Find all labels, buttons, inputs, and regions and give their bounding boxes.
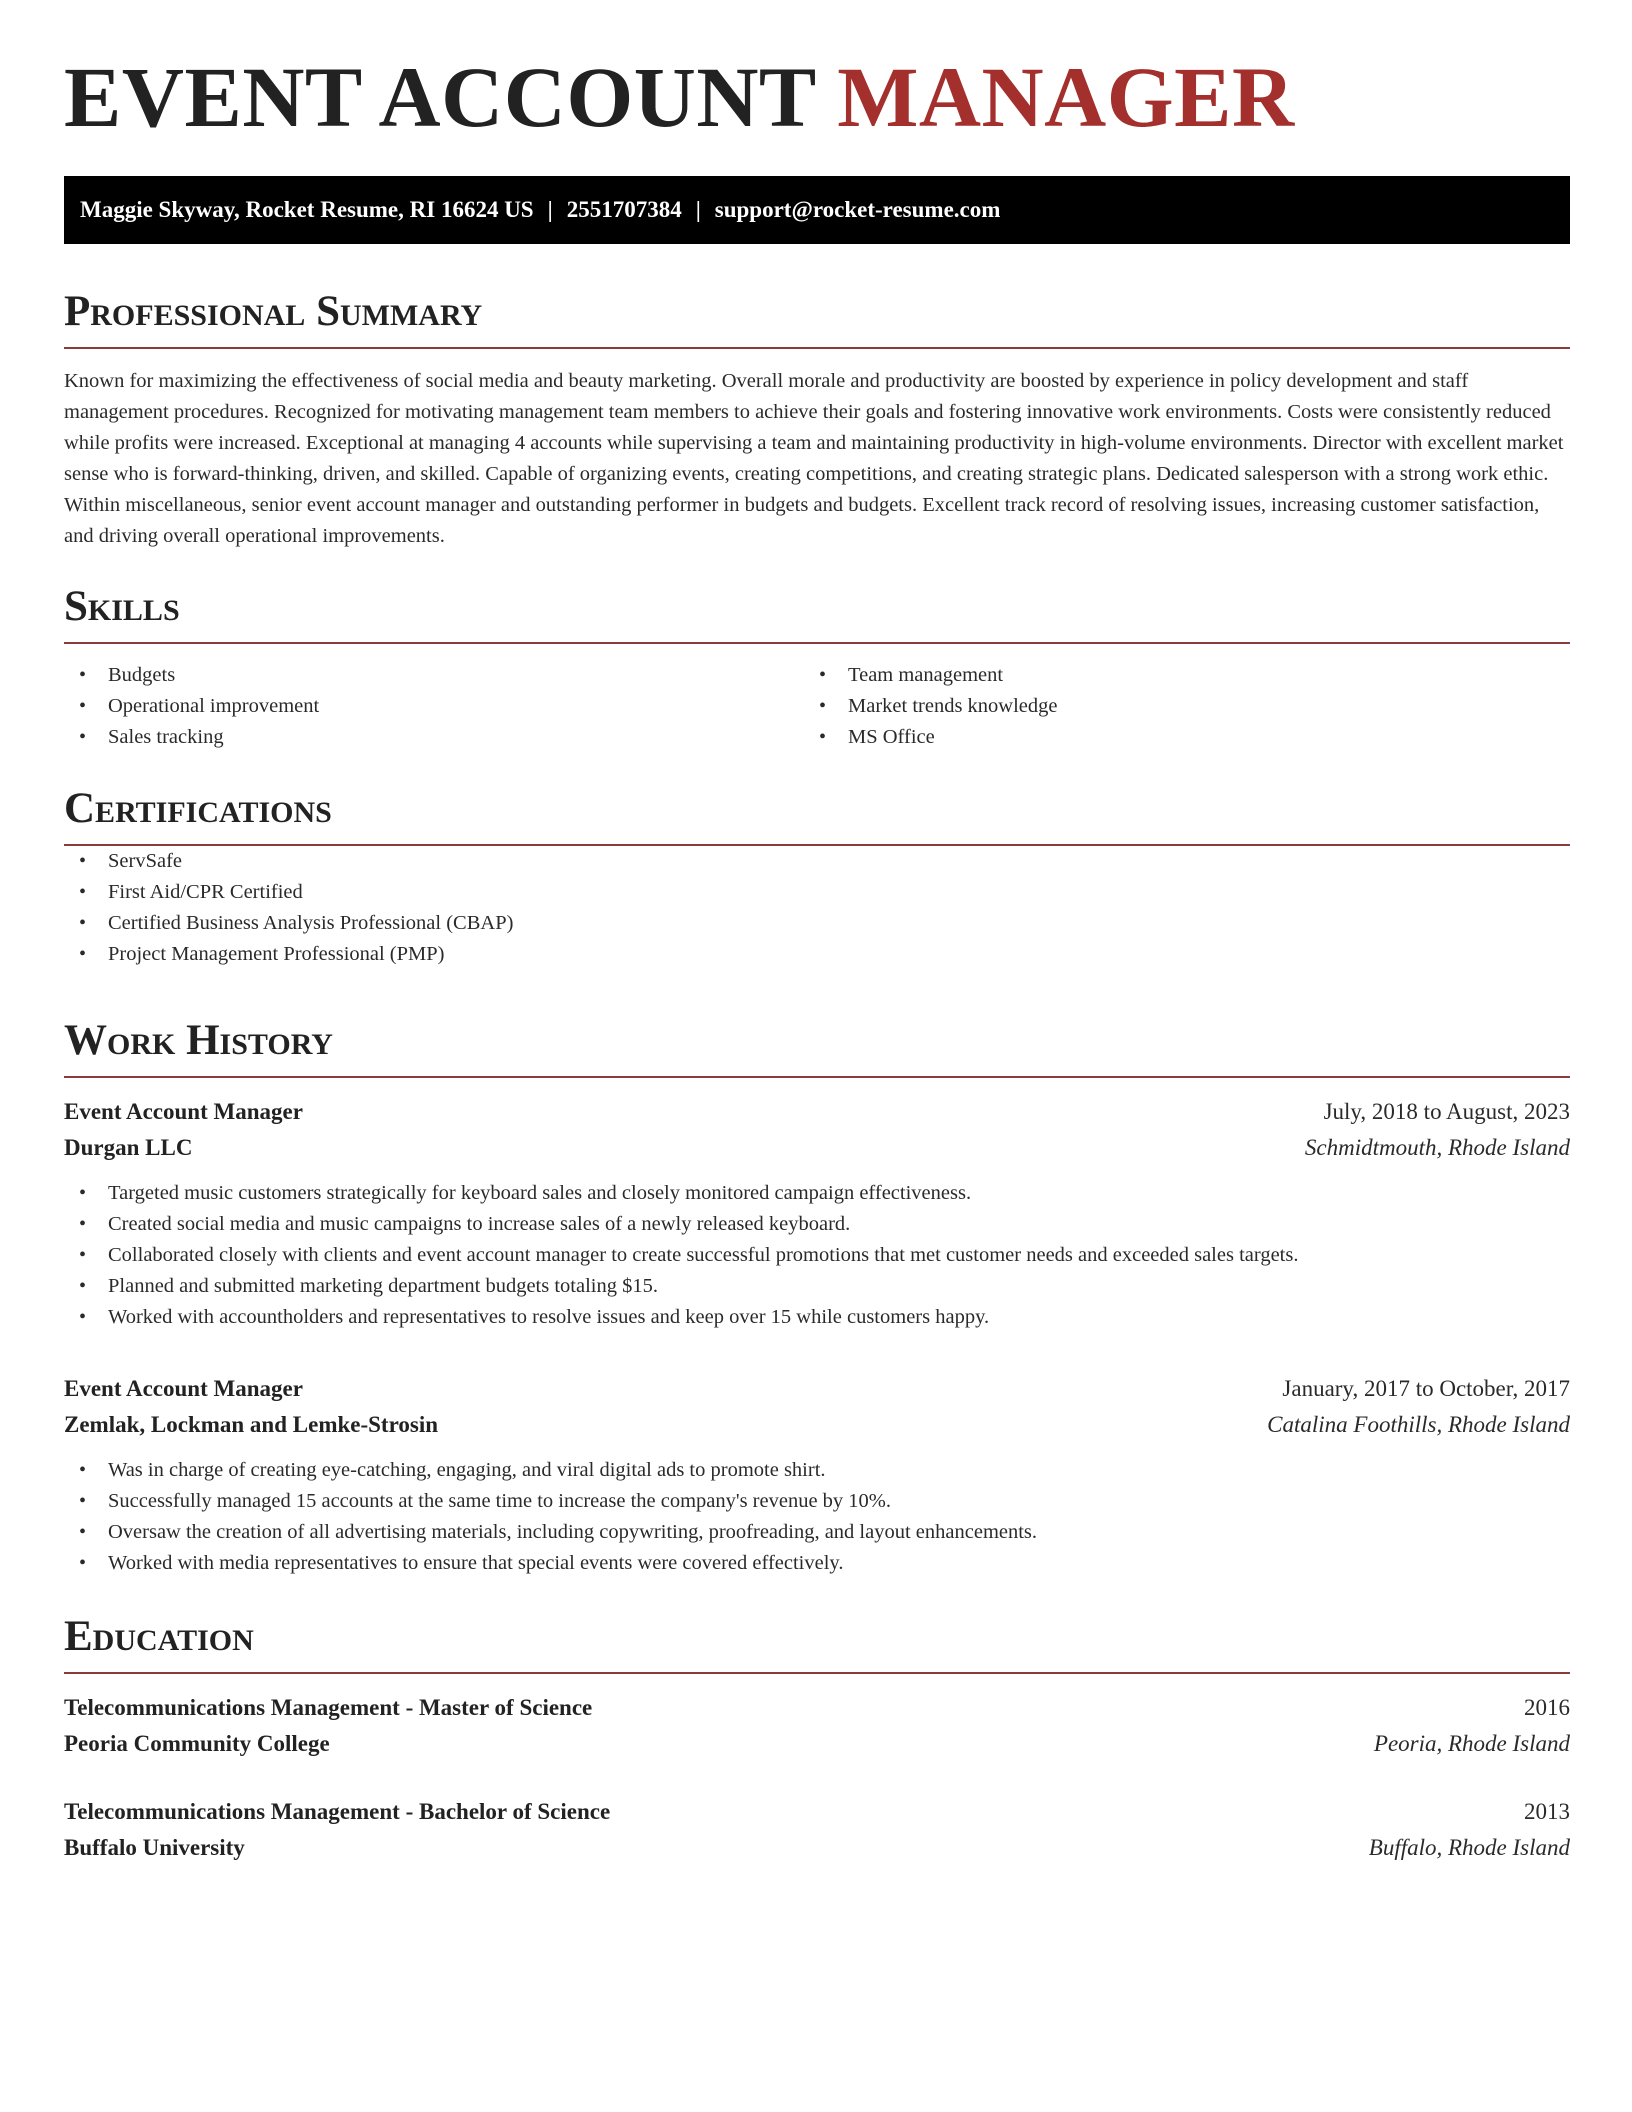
job-bullet: • Planned and submitted marketing department budgets totaling $15. [64,1271,1570,1302]
skill-item: • Team management [804,660,1544,691]
title-main: EVENT ACCOUNT [64,49,816,145]
certifications-heading: Certifications [64,787,1570,846]
job-location: Schmidtmouth, Rhode Island [1304,1135,1570,1160]
education-heading: Education [64,1615,1570,1674]
certification-item: • ServSafe [64,846,1570,877]
skill-item: • Market trends knowledge [804,691,1544,722]
job-bullet: • Targeted music customers strategically for keyboard sales and closely monitored campaign effectiveness. [64,1178,1570,1209]
certification-item: • Project Management Professional (PMP) [64,939,1570,970]
contact-address: Maggie Skyway, Rocket Resume, RI 16624 US [80,197,534,222]
job-company: Zemlak, Lockman and Lemke-Strosin [64,1412,439,1437]
skills-grid [64,660,1570,753]
job-bullet: • Was in charge of creating eye-catching, engaging, and viral digital ads to promote shirt. [64,1455,1570,1486]
certifications-list [64,846,1570,970]
education-degree: Telecommunications Management - Master of Science [64,1695,593,1720]
skills-list-left [64,660,804,753]
work-history-heading: Work History [64,1019,1570,1078]
summary-heading: Professional Summary [64,290,1570,349]
skills-list-right [804,660,1544,753]
education-year: 2013 [1524,1799,1570,1824]
education-location: Peoria, Rhode Island [1373,1731,1570,1756]
job-bullet: • Created social media and music campaigns to increase sales of a newly released keyboard. [64,1209,1570,1240]
summary-text: Known for maximizing the effectiveness of social media and beauty marketing. Overall morale and productivity are boosted by experience in policy development and staff management procedures. Recognized for motivating management team members to achieve their goals and fostering innovative work environments. Costs were consistently reduced while profits were increased. Exceptional at managing 4 accounts while supervising a team and maintaining productivity in high-volume environments. Director with excellent market sense who is forward-thinking, driven, and skilled. Capable of organizing events, creating competitions, and creating strategic plans. Dedicated salesperson with a strong work ethic. Within miscellaneous, senior event account manager and outstanding performer in budgets and budgets. Excellent track record of resolving issues, increasing customer satisfaction, and driving overall operational improvements. [64,370,1564,547]
education-entry [64,1690,1570,1762]
job-location: Catalina Foothills, Rhode Island [1267,1412,1570,1437]
job-company: Durgan LLC [64,1135,193,1160]
education-entry [64,1794,1570,1866]
summary-section [64,290,1570,552]
skill-item: • Operational improvement [64,691,804,722]
job-bullet: • Collaborated closely with clients and event account manager to create successful promotions that met customer needs and exceeded sales targets. [64,1240,1570,1271]
job-title: Event Account Manager [64,1099,303,1124]
job-title: Event Account Manager [64,1376,303,1401]
work-history-section [64,1019,1570,1579]
title-accent: MANAGER [837,49,1295,145]
education-degree: Telecommunications Management - Bachelor of Science [64,1799,611,1824]
education-school: Peoria Community College [64,1731,330,1756]
contact-email: support@rocket-resume.com [714,197,1001,222]
certifications-section [64,787,1570,970]
job-bullet: • Oversaw the creation of all advertising materials, including copywriting, proofreading, and layout enhancements. [64,1517,1570,1548]
skills-section [64,585,1570,753]
education-year: 2016 [1524,1695,1570,1720]
job-bullets [64,1178,1570,1333]
skill-item: • MS Office [804,722,1544,753]
contact-separator: | [547,197,553,222]
job-bullets [64,1455,1570,1579]
job-bullet: • Successfully managed 15 accounts at the same time to increase the company's revenue by 10%. [64,1486,1570,1517]
job-dates: July, 2018 to August, 2023 [1323,1099,1570,1124]
education-location: Buffalo, Rhode Island [1368,1835,1570,1860]
job-bullet: • Worked with accountholders and representatives to resolve issues and keep over 15 while customers happy. [64,1302,1570,1333]
job-dates: January, 2017 to October, 2017 [1282,1376,1570,1401]
education-section [64,1615,1570,1866]
certification-item: • First Aid/CPR Certified [64,877,1570,908]
job-entry [64,1371,1570,1579]
contact-separator: | [695,197,701,222]
skill-item: • Sales tracking [64,722,804,753]
education-school: Buffalo University [64,1835,245,1860]
certification-item: • Certified Business Analysis Professional (CBAP) [64,908,1570,939]
resume-title [64,49,1295,145]
contact-bar [64,176,1570,244]
skills-heading: Skills [64,585,1570,644]
job-bullet: • Worked with media representatives to ensure that special events were covered effectively. [64,1548,1570,1579]
contact-phone: 2551707384 [566,197,682,222]
job-entry [64,1094,1570,1333]
skill-item: • Budgets [64,660,804,691]
